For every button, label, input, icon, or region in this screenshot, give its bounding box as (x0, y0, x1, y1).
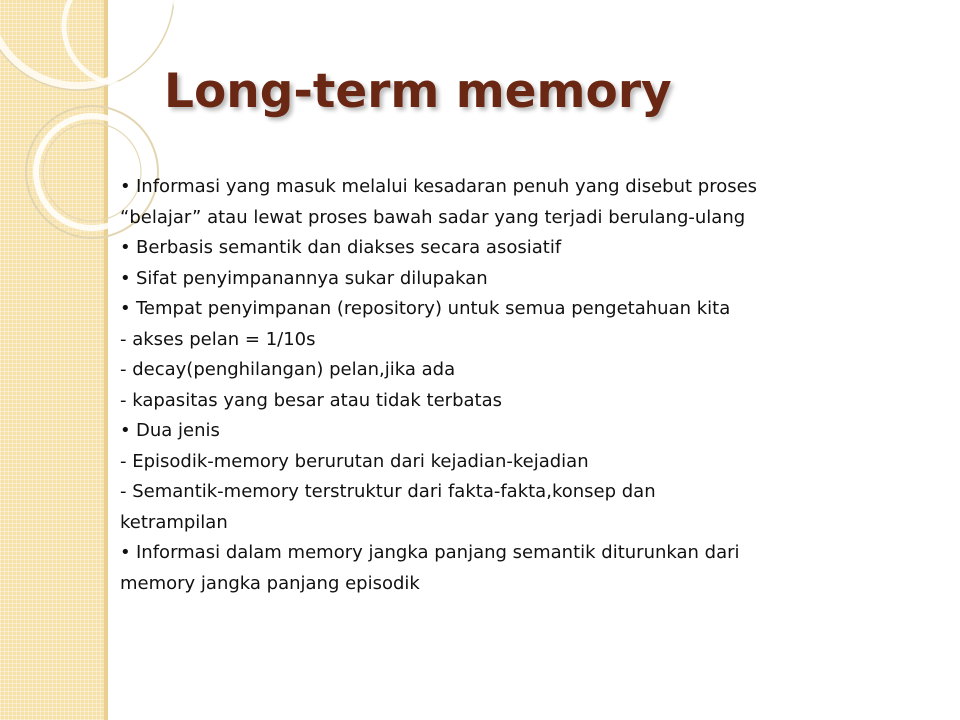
continuation-line: ketrampilan (120, 511, 228, 533)
bullet-item: • Informasi dalam memory jangka panjang semantik diturunkan dari (120, 538, 940, 569)
continuation-line: memory jangka panjang episodik (120, 572, 420, 594)
sub-item: - kapasitas yang besar atau tidak terbatas (120, 389, 503, 411)
slide-title: Long-term memory (164, 64, 672, 119)
continuation-line: “belajar” atau lewat proses bawah sadar yang terjadi berulang-ulang (120, 206, 746, 228)
bullet-item: • Sifat penyimpanannya sukar dilupakan (120, 264, 940, 295)
bullet-item: • Dua jenis (120, 416, 940, 447)
bullet-item: • Tempat penyimpanan (repository) untuk semua pengetahuan kita (120, 294, 940, 325)
bullet-item: • Berbasis semantik dan diakses secara asosiatif (120, 233, 940, 264)
sub-item: - Episodik-memory berurutan dari kejadian-kejadian (120, 450, 589, 472)
sub-item: - Semantik-memory terstruktur dari fakta-fakta,konsep dan (120, 481, 656, 502)
sub-item: - akses pelan = 1/10s (120, 328, 316, 350)
bullet-list (120, 172, 940, 599)
sub-item: - decay(penghilangan) pelan,jika ada (120, 359, 456, 380)
bullet-item: • Informasi yang masuk melalui kesadaran penuh yang disebut proses (120, 172, 940, 203)
